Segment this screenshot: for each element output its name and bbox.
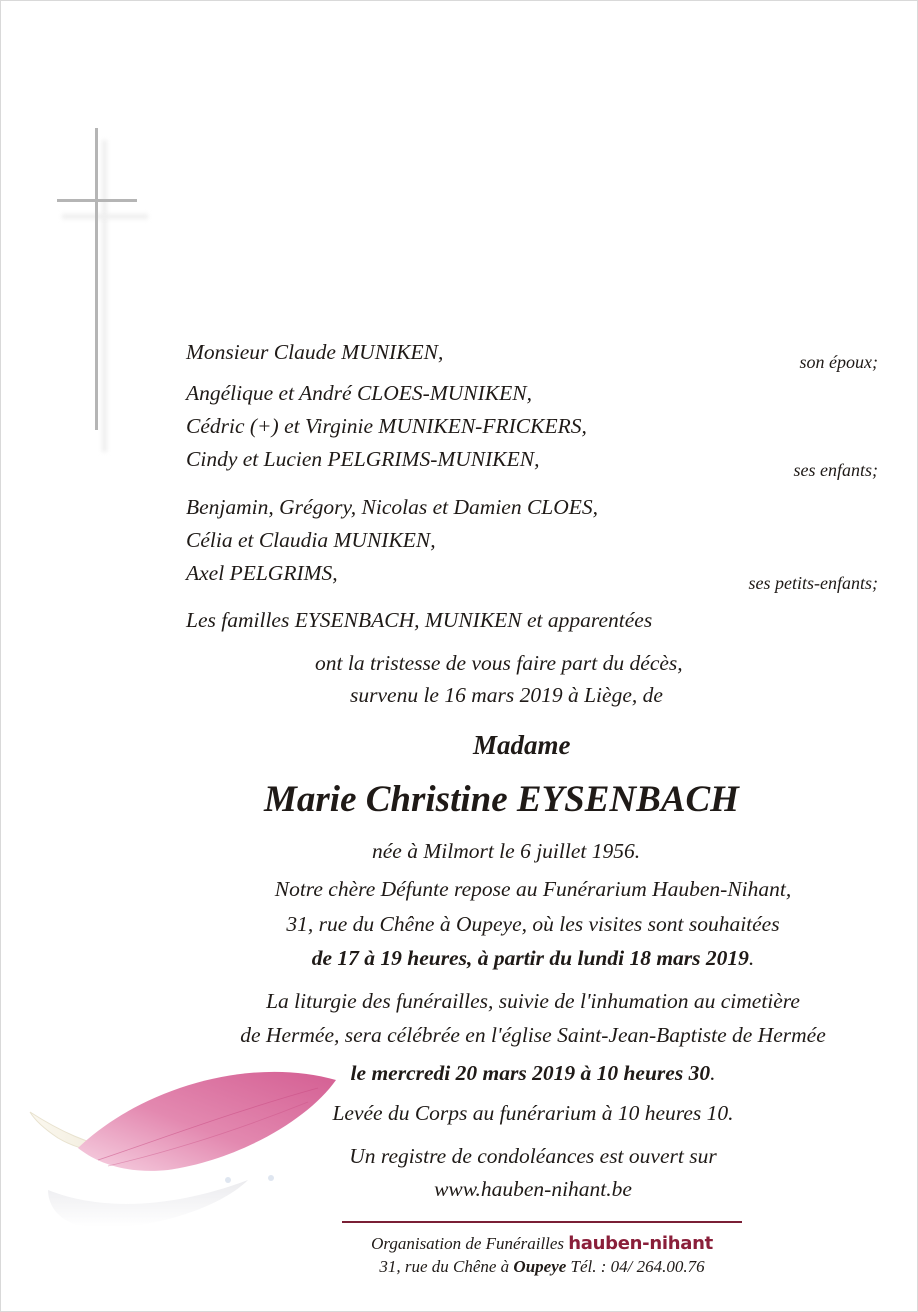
families-line: Les familles EYSENBACH, MUNIKEN et apparentées [186,608,653,632]
levee-line: Levée du Corps au funérarium à 10 heures 10. [332,1101,734,1125]
deceased-birth: née à Milmort le 6 juillet 1956. [372,839,641,863]
grandchild-line-2: Célia et Claudia MUNIKEN, [186,528,436,552]
condolences-line: Un registre de condoléances est ouvert sur [349,1144,717,1168]
ceremony-date-line: le mercredi 20 mars 2019 à 10 heures 30. [350,1061,716,1085]
condolences-url[interactable]: www.hauben-nihant.be [434,1177,632,1201]
visitation-line-1: Notre chère Défunte repose au Funérarium Hauben-Nihant, [274,877,792,901]
footer-town: Oupeye [513,1257,567,1276]
deceased-title: Madame [473,730,571,760]
footer-org [342,1233,742,1254]
ceremony-line-2: de Hermée, sera célébrée en l'église Saint-Jean-Baptiste de Hermée [240,1023,826,1047]
lotus-petal-illustration [18,1060,358,1290]
footer-phone: Tél. : 04/ 264.00.76 [570,1257,705,1276]
children-role: ses enfants; [793,460,878,480]
announcement-line-1: ont la tristesse de vous faire part du décès, [315,651,683,675]
child-line-2: Cédric (+) et Virginie MUNIKEN-FRICKERS, [186,414,587,438]
child-line-1: Angélique et André CLOES-MUNIKEN, [186,381,532,405]
visitation-hours-line: de 17 à 19 heures, à partir du lundi 18 mars 2019. [311,946,755,970]
footer-address: 31, rue du Chêne à Oupeye Tél. : 04/ 264.00.76 [379,1257,705,1276]
spouse-line: Monsieur Claude MUNIKEN, [186,340,444,364]
announcement-line-2: survenu le 16 mars 2019 à Liège, de [350,683,663,707]
footer-divider [342,1221,742,1223]
footer-org-label: Organisation de Funérailles [371,1234,565,1253]
ceremony-date: le mercredi 20 mars 2019 à 10 heures 30 [350,1061,711,1085]
grandchildren-role: ses petits-enfants; [748,573,878,593]
child-line-3: Cindy et Lucien PELGRIMS-MUNIKEN, [186,447,540,471]
grandchild-line-1: Benjamin, Grégory, Nicolas et Damien CLOES, [186,495,599,519]
grandchild-line-3: Axel PELGRIMS, [186,561,338,585]
deceased-name: Marie Christine EYSENBACH [264,779,739,820]
spouse-role: son époux; [799,352,878,372]
visitation-line-2: 31, rue du Chêne à Oupeye, où les visites sont souhaitées [286,912,780,936]
visitation-hours: de 17 à 19 heures, à partir du lundi 18 mars 2019 [311,946,749,970]
ceremony-line-1: La liturgie des funérailles, suivie de l'inhumation au cimetière [266,989,800,1013]
brand-logo: hauben-nihant [568,1233,713,1254]
